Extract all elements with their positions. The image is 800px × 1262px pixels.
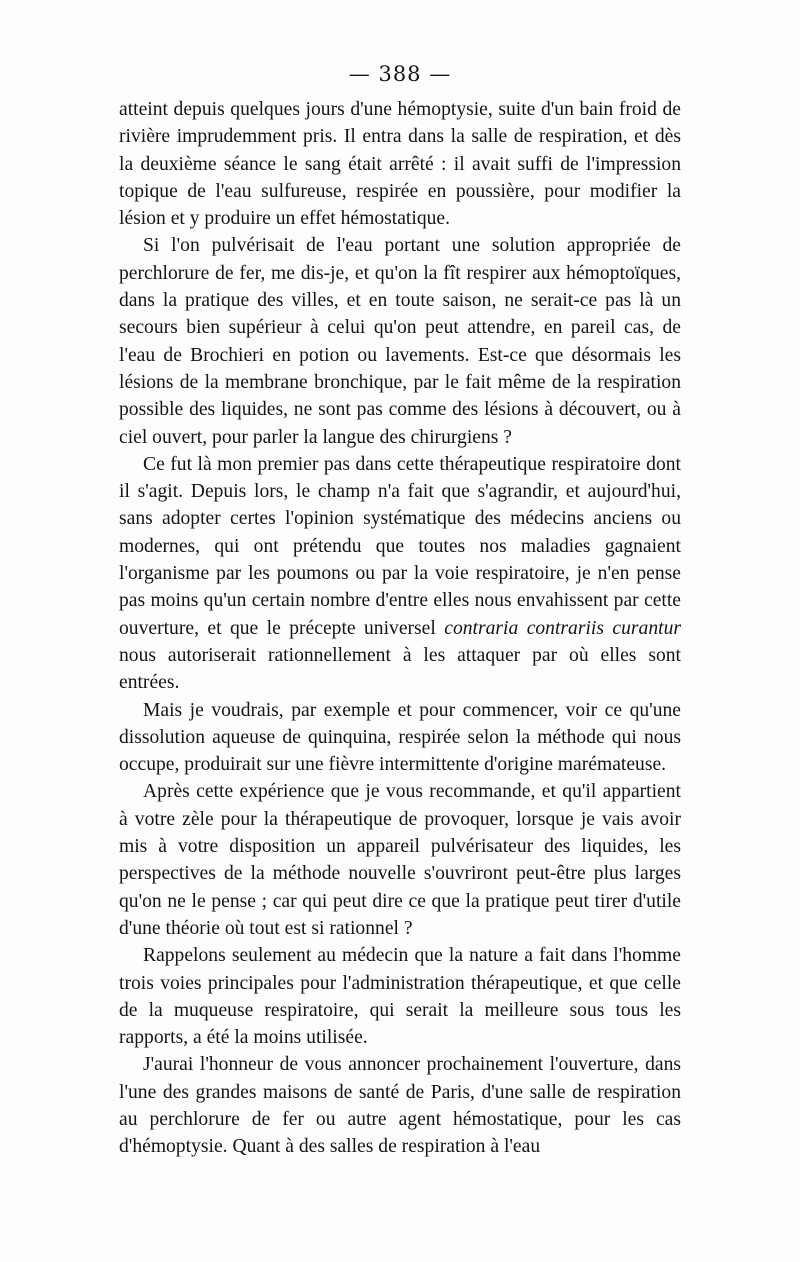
paragraph-5: Après cette expérience que je vous recommande, et qu'il appartient à votre zèle pour la thérapeutique de provoquer, lorsque je vais avoir mis à votre disposition un appareil pulvérisateur des liquides, les perspectives de la méthode nouvelle s'ouvriront peut-être plus larges qu'on ne le pense ; car qui peut dire ce que la pratique peut tirer d'utile d'une théorie où tout est si rationnel ?	[119, 781, 681, 939]
paragraph-3-text-after: nous autoriserait rationnellement à les attaquer par où elles sont entrées.	[119, 644, 681, 694]
body-text	[119, 96, 681, 1161]
paragraph-4: Mais je voudrais, par exemple et pour commencer, voir ce qu'une dissolution aqueuse de quinquina, respirée selon la méthode qui nous occupe, produirait sur une fièvre intermittente d'origine marémateuse.	[119, 699, 681, 776]
paragraph-3	[119, 451, 681, 697]
page-number: — 388 —	[348, 62, 452, 86]
paragraph-1: atteint depuis quelques jours d'une hémoptysie, suite d'un bain froid de rivière imprudemment pris. Il entra dans la salle de respiration, et dès la deuxième séance le sang était arrêté : il avait suffi de l'impression topique de l'eau sulfureuse, respirée en poussière, pour modifier la lésion et y produire un effet hémostatique.	[119, 99, 681, 230]
paragraph-3-text-before: Ce fut là mon premier pas dans cette thérapeutique respiratoire dont il s'agit. Depuis lors, le champ n'a fait que s'agrandir, et aujourd'hui, sans adopter certes l'opinion systématique des médecins anciens ou modernes, qui ont prétendu que toutes nos maladies gagnaient l'organisme par les poumons ou par la voie respiratoire, je n'en pense pas moins qu'un certain nombre d'entre elles nous envahissent par cette ouverture, et que le précepte universel	[119, 453, 681, 639]
paragraph-6: Rappelons seulement au médecin que la nature a fait dans l'homme trois voies principales pour l'administration thérapeutique, et que celle de la muqueuse respiratoire, qui serait la meilleure sous tous les rapports, a été la moins utilisée.	[119, 945, 681, 1049]
latin-maxim: contraria contrariis curantur	[444, 617, 681, 639]
paragraph-2: Si l'on pulvérisait de l'eau portant une solution appropriée de perchlorure de fer, me dis-je, et qu'on la fît respirer aux hémoptoïques, dans la pratique des villes, et en toute saison, ne serait-ce pas là un secours bien supérieur à celui qu'on peut attendre, en pareil cas, de l'eau de Brochieri en potion ou lavements. Est-ce que désormais les lésions de la membrane bronchique, par le fait même de la respiration possible des liquides, ne sont pas comme des lésions à découvert, ou à ciel ouvert, pour parler la langue des chirurgiens ?	[119, 235, 681, 448]
paragraph-7: J'aurai l'honneur de vous annoncer prochainement l'ouverture, dans l'une des grandes maisons de santé de Paris, d'une salle de respiration au perchlorure de fer ou autre agent hémostatique, pour les cas d'hémoptysie. Quant à des salles de respiration à l'eau	[119, 1054, 681, 1158]
